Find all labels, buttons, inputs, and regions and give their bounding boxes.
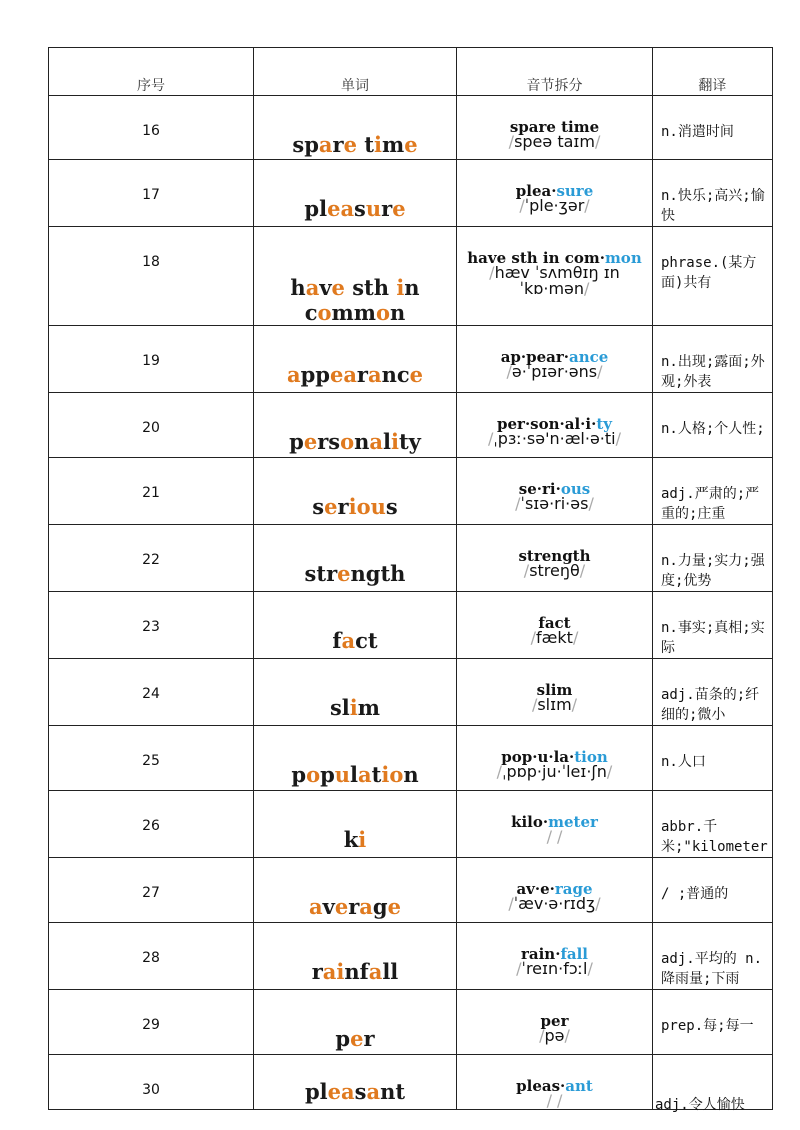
translation-text: n.消遣时间	[661, 124, 734, 140]
translation-cell	[653, 326, 773, 393]
phonetic-text: /ˈæv·ə·rɪdʒ/	[508, 894, 601, 913]
row-index: 17	[142, 187, 160, 203]
table-row	[49, 592, 773, 659]
phonetic-text: /ˈreɪn·fɔːl/	[516, 959, 593, 978]
row-index: 25	[142, 753, 160, 769]
word-cell	[254, 160, 457, 227]
index-cell	[49, 393, 254, 458]
translation-cell	[653, 990, 773, 1055]
index-cell	[49, 326, 254, 393]
row-index: 16	[142, 123, 160, 139]
translation-text: adj.严肃的;严重的;庄重	[661, 486, 760, 522]
word-text: rainfall	[311, 959, 399, 984]
header-row	[49, 48, 773, 96]
syllable-text: pop·u·la·tion	[501, 748, 608, 766]
translation-cell	[653, 96, 773, 160]
phonetic-text: / /	[546, 1091, 563, 1110]
row-index: 23	[142, 619, 160, 635]
word-text: fact	[332, 628, 378, 653]
row-index: 19	[142, 353, 160, 369]
table-row	[49, 525, 773, 592]
word-cell	[254, 525, 457, 592]
syllable-text: have sth in com·mon	[467, 249, 642, 267]
table-row	[49, 393, 773, 458]
index-cell	[49, 659, 254, 726]
phonetic-text: /hæv ˈsʌmθɪŋ ɪn ˈkɒ·mən/	[489, 263, 620, 298]
word-text: pleasant	[304, 1079, 406, 1104]
word-cell	[254, 96, 457, 160]
translation-text: n.事实;真相;实际	[661, 620, 765, 656]
header-word: 单词	[254, 48, 457, 96]
row-index: 18	[142, 254, 160, 270]
syllable-cell	[457, 393, 653, 458]
footer-note: adj.令人愉快	[655, 1097, 745, 1113]
vocabulary-table	[48, 47, 773, 1110]
word-text: ki	[343, 827, 367, 852]
translation-text: abbr.千米;"kilometer	[661, 819, 768, 855]
syllable-cell	[457, 990, 653, 1055]
syllable-cell	[457, 96, 653, 160]
translation-cell	[653, 525, 773, 592]
syllable-text: kilo·meter	[511, 813, 598, 831]
translation-cell	[653, 227, 773, 326]
syllable-text: pleas·ant	[516, 1077, 593, 1095]
word-text: strength	[304, 561, 406, 586]
word-cell	[254, 1055, 457, 1110]
word-cell	[254, 393, 457, 458]
syllable-cell	[457, 1055, 653, 1110]
row-index: 30	[142, 1082, 160, 1098]
phonetic-text: /ˈsɪə·ri·əs/	[515, 494, 594, 513]
word-text: average	[309, 894, 401, 919]
word-cell	[254, 659, 457, 726]
row-index: 24	[142, 686, 160, 702]
translation-text: n.人口	[661, 754, 706, 770]
syllable-text: rain·fall	[520, 945, 589, 963]
syllable-cell	[457, 858, 653, 923]
syllable-text: per·son·al·i·ty	[497, 415, 612, 433]
phonetic-text: /ə·ˈpɪər·əns/	[506, 362, 603, 381]
word-text: per	[335, 1026, 375, 1051]
row-index: 27	[142, 885, 160, 901]
index-cell	[49, 1055, 254, 1110]
syllable-cell	[457, 458, 653, 525]
word-text: appearance	[286, 362, 424, 387]
row-index: 22	[142, 552, 160, 568]
syllable-cell	[457, 791, 653, 858]
row-index: 28	[142, 950, 160, 966]
table-row	[49, 923, 773, 990]
index-cell	[49, 726, 254, 791]
index-cell	[49, 458, 254, 525]
word-cell	[254, 458, 457, 525]
translation-cell	[653, 458, 773, 525]
row-index: 29	[142, 1017, 160, 1033]
index-cell	[49, 990, 254, 1055]
translation-cell	[653, 923, 773, 990]
syllable-text: av·e·rage	[516, 880, 593, 898]
syllable-cell	[457, 227, 653, 326]
index-cell	[49, 592, 254, 659]
translation-cell	[653, 726, 773, 791]
table-row	[49, 659, 773, 726]
translation-text: n.力量;实力;强度;优势	[661, 553, 765, 589]
phonetic-text: /pə/	[539, 1026, 570, 1045]
row-index: 20	[142, 420, 160, 436]
table-row	[49, 791, 773, 858]
table-row	[49, 227, 773, 326]
word-text: have sth in common	[290, 275, 420, 325]
header-translation: 翻译	[653, 48, 773, 96]
word-text: population	[291, 762, 419, 787]
phonetic-text: / /	[546, 827, 563, 846]
phonetic-text: /ˌpɒp·ju·ˈleɪ·ʃn/	[496, 762, 613, 781]
syllable-cell	[457, 923, 653, 990]
translation-cell	[653, 858, 773, 923]
translation-text: phrase.(某方面)共有	[661, 255, 757, 291]
index-cell	[49, 858, 254, 923]
table-row	[49, 858, 773, 923]
word-cell	[254, 227, 457, 326]
phonetic-text: /ˈple·ʒər/	[519, 196, 590, 215]
translation-text: prep.每;每一	[661, 1018, 754, 1034]
index-cell	[49, 227, 254, 326]
syllable-cell	[457, 525, 653, 592]
header-index: 序号	[49, 48, 254, 96]
translation-cell	[653, 160, 773, 227]
index-cell	[49, 923, 254, 990]
table-row	[49, 96, 773, 160]
translation-text: n.出现;露面;外观;外表	[661, 354, 765, 390]
word-cell	[254, 791, 457, 858]
syllable-cell	[457, 659, 653, 726]
translation-cell	[653, 393, 773, 458]
index-cell	[49, 96, 254, 160]
syllable-cell	[457, 726, 653, 791]
syllable-text: strength	[518, 547, 591, 565]
table-row	[49, 726, 773, 791]
translation-text: adj.平均的 n.降雨量;下雨	[661, 951, 763, 987]
word-cell	[254, 923, 457, 990]
translation-cell	[653, 592, 773, 659]
syllable-text: fact	[538, 614, 571, 632]
translation-text: / ;普通的	[661, 886, 729, 902]
table-row	[49, 326, 773, 393]
word-text: serious	[312, 494, 398, 519]
translation-text: n.快乐;高兴;愉快	[661, 188, 765, 224]
translation-text: adj.苗条的;纤细的;微小	[661, 687, 760, 723]
translation-cell	[653, 791, 773, 858]
syllable-cell	[457, 160, 653, 227]
translation-cell	[653, 659, 773, 726]
word-text: spare time	[292, 132, 418, 157]
phonetic-text: /streŋθ/	[523, 561, 586, 580]
syllable-text: ap·pear·ance	[500, 348, 609, 366]
table-row	[49, 160, 773, 227]
syllable-text: plea·sure	[515, 182, 594, 200]
syllable-text: per	[540, 1012, 569, 1030]
table-row	[49, 458, 773, 525]
syllable-text: se·ri·ous	[518, 480, 591, 498]
phonetic-text: /fækt/	[530, 628, 579, 647]
phonetic-text: /speə taɪm/	[508, 132, 601, 151]
word-cell	[254, 592, 457, 659]
syllable-text: spare time	[509, 118, 600, 136]
table-row	[49, 990, 773, 1055]
header-syllables: 音节拆分	[457, 48, 653, 96]
word-text: pleasure	[304, 196, 406, 221]
word-text: slim	[329, 695, 381, 720]
index-cell	[49, 160, 254, 227]
index-cell	[49, 791, 254, 858]
word-text: personality	[289, 429, 421, 454]
translation-text	[653, 1055, 772, 1081]
phonetic-text: /ˌpɜː·sə'n·æl·ə·ti/	[487, 429, 621, 448]
syllable-text: slim	[536, 681, 573, 699]
row-index: 26	[142, 818, 160, 834]
phonetic-text: /slɪm/	[531, 695, 578, 714]
row-index: 21	[142, 485, 160, 501]
translation-text: n.人格;个人性;	[661, 421, 765, 437]
syllable-cell	[457, 592, 653, 659]
word-cell	[254, 326, 457, 393]
word-cell	[254, 858, 457, 923]
index-cell	[49, 525, 254, 592]
syllable-cell	[457, 326, 653, 393]
word-cell	[254, 726, 457, 791]
word-cell	[254, 990, 457, 1055]
